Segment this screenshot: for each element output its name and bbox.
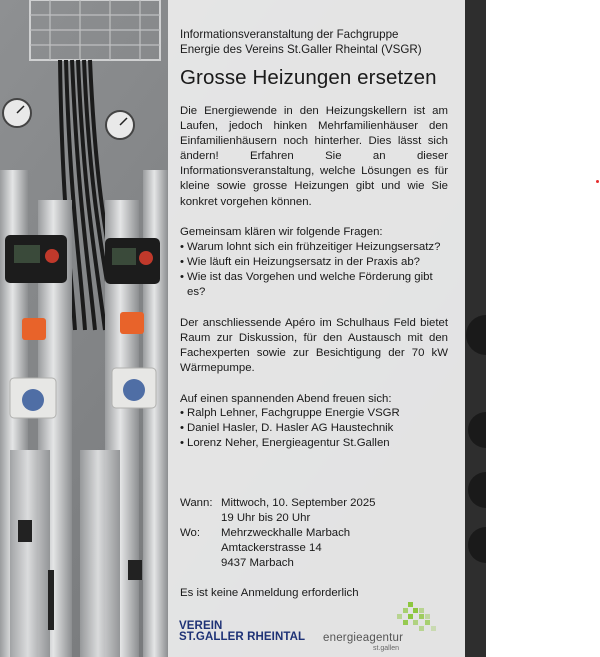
event-details bbox=[180, 496, 460, 571]
time-row bbox=[180, 511, 460, 526]
street-row bbox=[180, 541, 460, 556]
when-time: 19 Uhr bis 20 Uhr bbox=[221, 512, 311, 525]
where-street: Amtackerstrasse 14 bbox=[221, 542, 322, 555]
event-intro bbox=[180, 27, 460, 57]
vsgr-logo bbox=[179, 621, 305, 643]
where-label: Wo: bbox=[180, 527, 201, 540]
registration-note: Es ist keine Anmeldung erforderlich bbox=[180, 587, 359, 599]
list-item: • Ralph Lehner, Fachgruppe Energie VSGR bbox=[180, 406, 448, 421]
energieagentur-wordmark: energieagentur bbox=[323, 632, 404, 644]
text-panel bbox=[168, 0, 465, 657]
where-row bbox=[180, 526, 460, 541]
speakers-intro: Auf einen spannenden Abend freuen sich: bbox=[180, 393, 392, 405]
where-venue: Mehrzweckhalle Marbach bbox=[221, 527, 351, 540]
description-paragraph: Die Energiewende in den Heizungskellern ist am Laufen, jedoch hinken Mehrfamilienhäuser den Einfamilienhäusern noch hinterher. Dies lässt sich ändern! Erfahren Sie an dieser Informationsveranstaltung, welche Lösungen es für kleine sowie grosse Heizungen gibt und wie Sie konkret vorgehen können. bbox=[180, 105, 448, 208]
list-item: • Warum lohnt sich ein frühzeitiger Heizungsersatz? bbox=[180, 240, 448, 255]
vsgr-logo-line: ST.GALLER RHEINTAL bbox=[179, 631, 306, 643]
questions-list bbox=[180, 240, 448, 300]
where-city: 9437 Marbach bbox=[221, 557, 294, 570]
when-date: Mittwoch, 10. September 2025 bbox=[221, 497, 376, 509]
list-item: • Wie ist das Vorgehen und welche Förderung gibt es? bbox=[180, 270, 448, 300]
apero-paragraph: Der anschliessende Apéro im Schulhaus Feld bietet Raum zur Diskussion, für den Austausch mit den Fachexperten sowie zur Besichtigung der 70 kW Wärmepumpe. bbox=[180, 317, 448, 375]
intro-line: Energie des Vereins St.Galler Rheintal (VSGR) bbox=[180, 43, 422, 56]
questions-intro: Gemeinsam klären wir folgende Fragen: bbox=[180, 226, 383, 238]
city-row bbox=[180, 556, 460, 571]
list-item: • Daniel Hasler, D. Hasler AG Haustechnik bbox=[180, 421, 448, 436]
red-dot-mark bbox=[596, 180, 599, 183]
vsgr-logo-line: VEREIN bbox=[179, 620, 223, 632]
intro-line: Informationsveranstaltung der Fachgruppe bbox=[180, 28, 399, 41]
page-title: Grosse Heizungen ersetzen bbox=[180, 66, 437, 89]
list-item: • Lorenz Neher, Energieagentur St.Gallen bbox=[180, 436, 448, 451]
speakers-list bbox=[180, 406, 448, 451]
energieagentur-subtitle: st.gallen bbox=[373, 645, 400, 652]
when-label: Wann: bbox=[180, 497, 213, 509]
list-item: • Wie läuft ein Heizungsersatz in der Praxis ab? bbox=[180, 255, 448, 270]
when-row bbox=[180, 496, 460, 511]
